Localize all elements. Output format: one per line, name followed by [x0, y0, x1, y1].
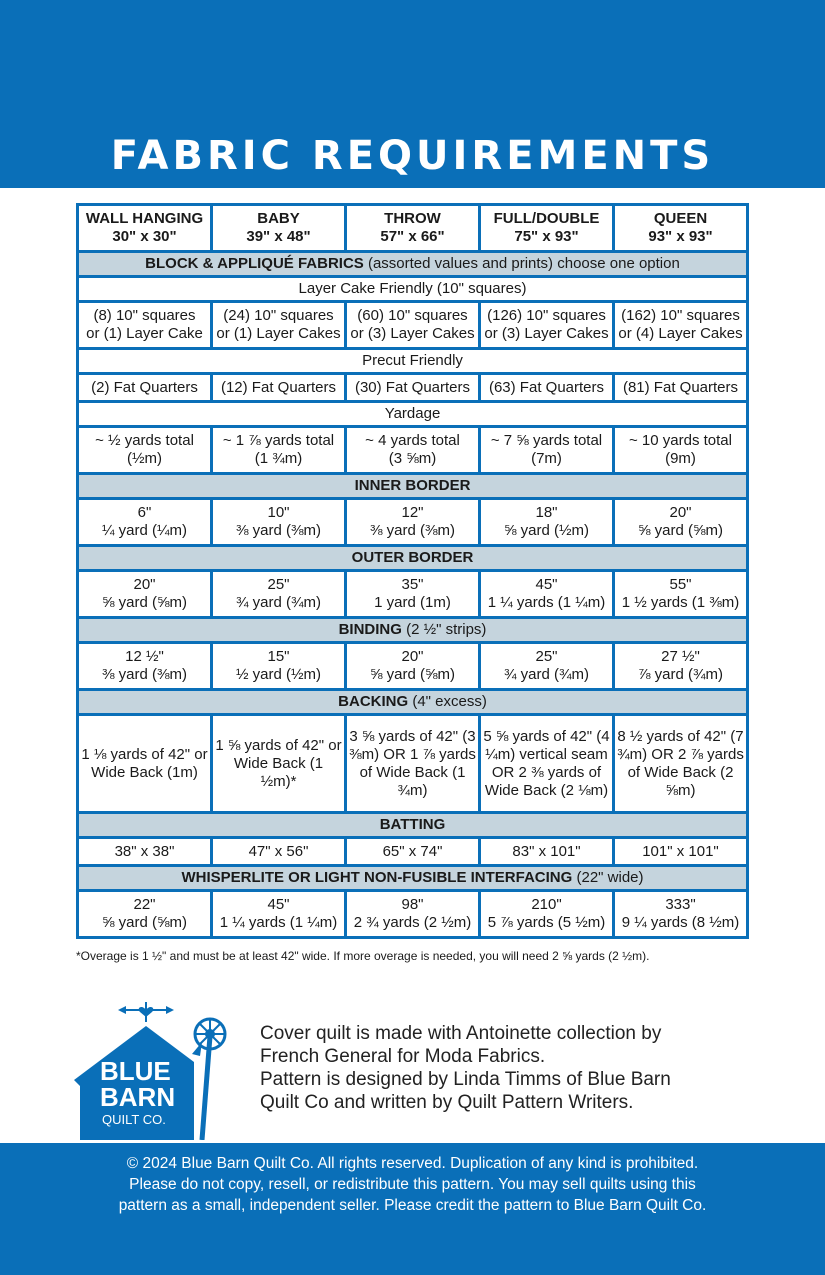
cell-line: ~ 1 ⅞ yards total: [222, 432, 335, 449]
size-header: [78, 205, 212, 252]
cell-line: 25": [267, 576, 290, 593]
section-row-inner-border: [78, 474, 748, 499]
section-note: (4" excess): [408, 693, 487, 710]
cell-line: 12": [401, 504, 424, 521]
table-cell: [212, 891, 346, 938]
cell-line: (1 ¾m): [254, 450, 303, 467]
cell-line: ⅝ yard (½m): [503, 522, 590, 539]
cell-line: 45": [267, 896, 290, 913]
table-cell: [614, 427, 748, 474]
cell-line: 1 ¼ yards (1 ¼m): [487, 594, 606, 611]
table-cell: (2) Fat Quarters: [78, 374, 212, 402]
table-cell: 3 ⅝ yards of 42" (3 ⅜m) OR 1 ⅞ yards of Wide Back (1 ¾m): [346, 715, 480, 813]
cell-line: or (3) Layer Cakes: [350, 325, 475, 342]
section-row-binding: [78, 618, 748, 643]
section-row-batting: [78, 813, 748, 838]
cell-line: 55": [669, 576, 692, 593]
footnote: *Overage is 1 ½" and must be at least 42" wide. If more overage is needed, you will need 2 ⅝ yards (2 ½m).: [76, 949, 650, 963]
cell-line: (½m): [127, 450, 162, 467]
table-cell: [212, 571, 346, 618]
size-dim: 39" x 48": [246, 228, 311, 245]
table-cell: [78, 302, 212, 349]
size-header: [212, 205, 346, 252]
table-row: [78, 499, 748, 546]
cell-line: ~ 7 ⅝ yards total: [490, 432, 603, 449]
cell-line: ⅜ yard (⅜m): [235, 522, 322, 539]
table-cell: [212, 643, 346, 690]
copyright-line: © 2024 Blue Barn Quilt Co. All rights reserved. Duplication of any kind is prohibited.: [126, 1155, 699, 1172]
size-header: [480, 205, 614, 252]
cell-line: 45": [535, 576, 558, 593]
cell-line: 10": [267, 504, 290, 521]
size-name: FULL/DOUBLE: [493, 210, 600, 227]
subsection-layer-cake: Layer Cake Friendly (10" squares): [78, 277, 748, 302]
table-cell: 1 ⅝ yards of 42" or Wide Back (1 ½m)*: [212, 715, 346, 813]
table-cell: [480, 571, 614, 618]
section-note: (assorted values and prints) choose one option: [363, 255, 680, 272]
cell-line: or (1) Layer Cake: [86, 325, 203, 342]
table-cell: [346, 427, 480, 474]
cell-line: 15": [267, 648, 290, 665]
table-cell: [78, 571, 212, 618]
table-cell: [78, 643, 212, 690]
logo-text-line3: QUILT CO.: [102, 1112, 166, 1127]
credit-line: Cover quilt is made with Antoinette collection by: [260, 1023, 662, 1044]
size-name: QUEEN: [653, 210, 708, 227]
cell-line: 1 ¼ yards (1 ¼m): [219, 914, 338, 931]
credit-line: French General for Moda Fabrics.: [260, 1046, 546, 1067]
cell-line: 20": [401, 648, 424, 665]
cell-line: ⅝ yard (⅝m): [637, 522, 724, 539]
subsection-row: [78, 277, 748, 302]
copyright-text: [60, 1153, 765, 1216]
size-dim: 75" x 93": [514, 228, 579, 245]
page-title: FABRIC REQUIREMENTS: [110, 133, 715, 179]
cell-line: 22": [133, 896, 156, 913]
section-title: OUTER BORDER: [351, 549, 474, 566]
table-cell: [78, 427, 212, 474]
table-cell: [78, 891, 212, 938]
cell-line: ⅞ yard (¾m): [637, 666, 724, 683]
table-row: [78, 891, 748, 938]
section-title: BINDING: [338, 621, 402, 638]
credit-line: Quilt Co and written by Quilt Pattern Writers.: [260, 1092, 634, 1113]
cell-line: ⅝ yard (⅝m): [101, 914, 188, 931]
table-cell: (30) Fat Quarters: [346, 374, 480, 402]
fabric-requirements-table: [76, 203, 749, 939]
section-header-interfacing: [78, 866, 748, 891]
table-cell: 5 ⅝ yards of 42" (4 ¼m) vertical seam OR 2 ⅜ yards of Wide Back (2 ⅛m): [480, 715, 614, 813]
cell-line: or (1) Layer Cakes: [216, 325, 341, 342]
table-row: [78, 374, 748, 402]
cell-line: (8) 10" squares: [93, 307, 196, 324]
size-header: [346, 205, 480, 252]
cell-line: 12 ½": [125, 648, 164, 665]
cell-line: 2 ¾ yards (2 ½m): [353, 914, 472, 931]
section-row-outer-border: [78, 546, 748, 571]
section-header-batting: [78, 813, 748, 838]
section-title: BATTING: [379, 816, 446, 833]
logo-text-line1: BLUE: [100, 1056, 171, 1086]
cell-line: 5 ⅞ yards (5 ½m): [487, 914, 606, 931]
table-cell: [614, 643, 748, 690]
table-row: [78, 302, 748, 349]
table-cell: [480, 427, 614, 474]
cell-line: ¼ yard (¼m): [101, 522, 188, 539]
section-header-binding: [78, 618, 748, 643]
table-cell: [614, 302, 748, 349]
blue-barn-logo: [74, 1000, 244, 1140]
cell-line: ~ ½ yards total: [95, 432, 194, 449]
cell-line: 333": [665, 896, 696, 913]
cell-line: 35": [401, 576, 424, 593]
table-cell: [614, 891, 748, 938]
table-row: [78, 571, 748, 618]
size-header: [614, 205, 748, 252]
cell-line: ~ 10 yards total: [629, 432, 732, 449]
table-cell: [480, 302, 614, 349]
table-cell: 83" x 101": [480, 838, 614, 866]
section-title: WHISPERLITE OR LIGHT NON-FUSIBLE INTERFACING: [181, 869, 573, 886]
table-cell: [614, 571, 748, 618]
size-dim: 30" x 30": [112, 228, 177, 245]
size-name: WALL HANGING: [85, 210, 204, 227]
table-cell: 47" x 56": [212, 838, 346, 866]
cell-line: 18": [535, 504, 558, 521]
size-name: THROW: [384, 210, 441, 227]
table-cell: 1 ⅛ yards of 42" or Wide Back (1m): [78, 715, 212, 813]
cell-line: ⅜ yard (⅜m): [101, 666, 188, 683]
subsection-row: [78, 402, 748, 427]
section-title: INNER BORDER: [354, 477, 471, 494]
cell-line: 25": [535, 648, 558, 665]
size-name: BABY: [257, 210, 300, 227]
table-row: [78, 643, 748, 690]
table-cell: [346, 891, 480, 938]
cell-line: 9 ¼ yards (8 ½m): [621, 914, 740, 931]
table-cell: [480, 499, 614, 546]
cell-line: 1 yard (1m): [374, 594, 451, 611]
table-cell: [480, 891, 614, 938]
table-cell: 65" x 74": [346, 838, 480, 866]
cell-line: ½ yard (½m): [235, 666, 322, 683]
cell-line: (126) 10" squares: [487, 307, 606, 324]
section-header-block: [78, 252, 748, 277]
table-cell: [212, 499, 346, 546]
cell-line: ~ 4 yards total: [365, 432, 460, 449]
cell-line: 210": [531, 896, 562, 913]
cell-line: 20": [133, 576, 156, 593]
table-cell: [212, 302, 346, 349]
section-header-inner-border: [78, 474, 748, 499]
section-note: (22" wide): [572, 869, 644, 886]
section-title: BLOCK & APPLIQUÉ FABRICS: [145, 255, 364, 272]
section-note: (2 ½" strips): [401, 621, 487, 638]
table-row: [78, 427, 748, 474]
cell-line: (3 ⅝m): [388, 450, 437, 467]
cell-line: 1 ½ yards (1 ⅜m): [621, 594, 740, 611]
size-header-row: [78, 205, 748, 252]
table-row: [78, 838, 748, 866]
table-cell: (81) Fat Quarters: [614, 374, 748, 402]
cell-line: 98": [401, 896, 424, 913]
section-title: BACKING: [338, 693, 409, 710]
section-header-outer-border: [78, 546, 748, 571]
cell-line: or (4) Layer Cakes: [618, 325, 743, 342]
credit-line: Pattern is designed by Linda Timms of Blue Barn: [260, 1069, 671, 1090]
cell-line: (9m): [665, 450, 696, 467]
section-row-interfacing: [78, 866, 748, 891]
cell-line: ⅝ yard (⅝m): [369, 666, 456, 683]
table-cell: [78, 499, 212, 546]
table-cell: [346, 499, 480, 546]
size-dim: 93" x 93": [648, 228, 713, 245]
cell-line: ⅝ yard (⅝m): [101, 594, 188, 611]
table-cell: [346, 302, 480, 349]
cell-line: (7m): [531, 450, 562, 467]
fabric-requirements-table-wrap: [76, 203, 749, 939]
cell-line: 6": [137, 504, 152, 521]
size-dim: 57" x 66": [380, 228, 445, 245]
cell-line: ⅜ yard (⅜m): [369, 522, 456, 539]
table-cell: [346, 643, 480, 690]
table-cell: [480, 643, 614, 690]
cell-line: 20": [669, 504, 692, 521]
cell-line: (162) 10" squares: [621, 307, 740, 324]
table-cell: 8 ½ yards of 42" (7 ¾m) OR 2 ⅞ yards of Wide Back (2 ⅝m): [614, 715, 748, 813]
table-cell: 101" x 101": [614, 838, 748, 866]
cell-line: or (3) Layer Cakes: [484, 325, 609, 342]
credit-text: [260, 1022, 740, 1114]
subsection-yardage: Yardage: [78, 402, 748, 427]
table-cell: [614, 499, 748, 546]
table-row: [78, 715, 748, 813]
table-cell: [212, 427, 346, 474]
cell-line: (60) 10" squares: [357, 307, 468, 324]
copyright-line: pattern as a small, independent seller. Please credit the pattern to Blue Barn Quilt Co.: [118, 1197, 707, 1214]
table-cell: (12) Fat Quarters: [212, 374, 346, 402]
copyright-line: Please do not copy, resell, or redistribute this pattern. You may sell quilts using this: [129, 1176, 696, 1193]
subsection-precut: Precut Friendly: [78, 349, 748, 374]
section-row-block: [78, 252, 748, 277]
section-row-backing: [78, 690, 748, 715]
logo-text-line2: BARN: [100, 1082, 176, 1112]
table-cell: [346, 571, 480, 618]
table-cell: (63) Fat Quarters: [480, 374, 614, 402]
cell-line: 27 ½": [661, 648, 700, 665]
subsection-row: [78, 349, 748, 374]
cell-line: (24) 10" squares: [223, 307, 334, 324]
cell-line: ¾ yard (¾m): [503, 666, 590, 683]
table-cell: 38" x 38": [78, 838, 212, 866]
section-header-backing: [78, 690, 748, 715]
cell-line: ¾ yard (¾m): [235, 594, 322, 611]
